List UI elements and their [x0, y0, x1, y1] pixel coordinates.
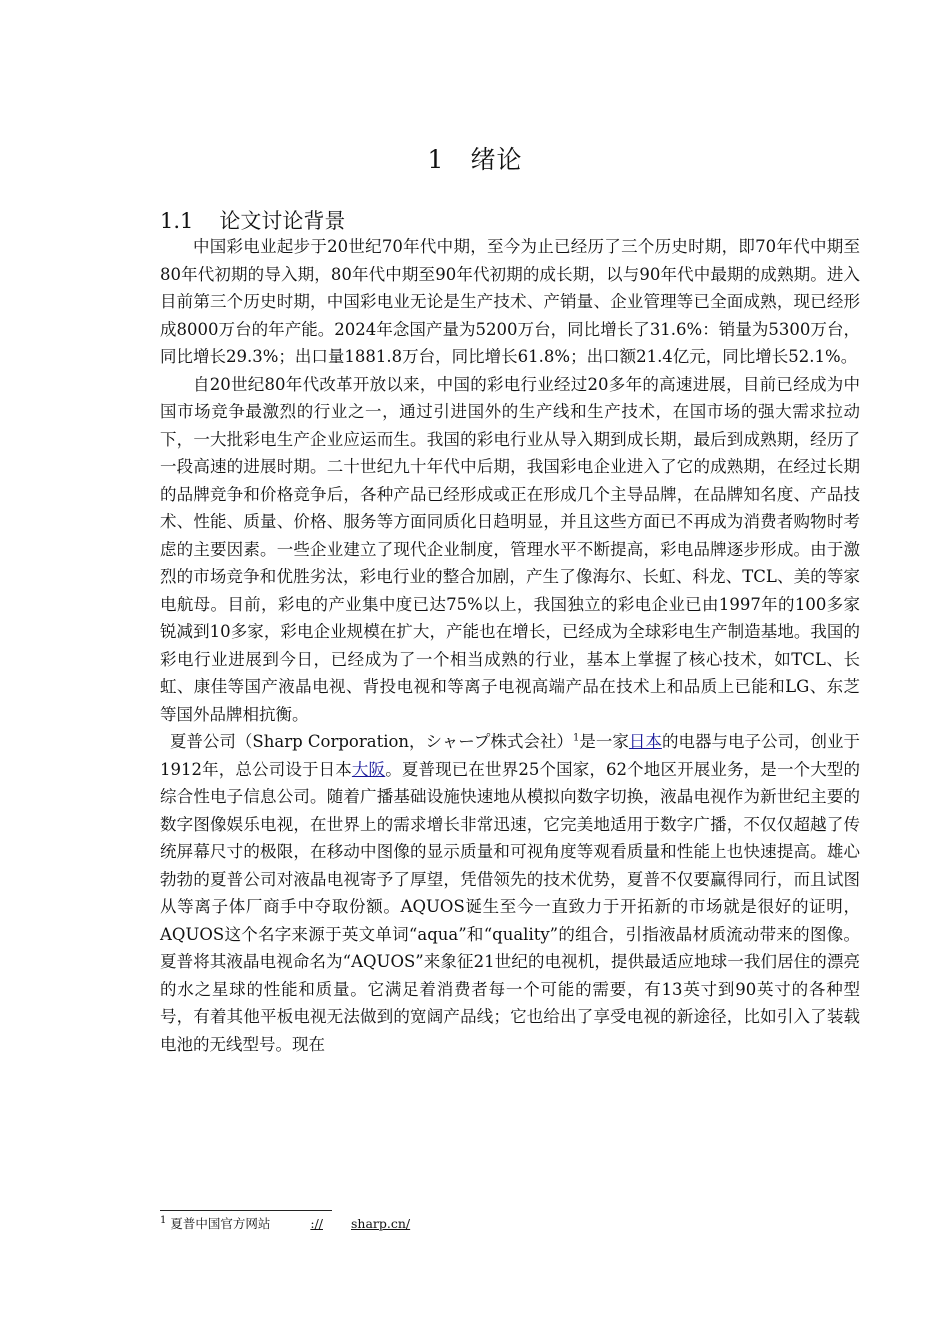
paragraph-3-text-a: 夏普公司（Sharp Corporation，シャープ株式会社） [169, 732, 573, 751]
link-japan[interactable]: 日本 [628, 732, 662, 751]
paragraph-3-text-b: 是一家 [579, 732, 629, 751]
footnote [160, 1215, 410, 1233]
chapter-title-text: 绪论 [470, 145, 523, 174]
footnote-reference[interactable]: 1 [572, 732, 580, 744]
section-title-text: 论文讨论背景 [219, 209, 346, 233]
footnote-url-part-b: sharp.cn/ [351, 1216, 411, 1231]
section-title [160, 205, 345, 235]
footnote-url[interactable] [282, 1216, 410, 1231]
chapter-title [0, 140, 950, 176]
footnote-marker: 1 [160, 1214, 167, 1226]
chapter-number: 1 [427, 145, 445, 174]
paragraph-3-text-c: 的电器与电子公司，创业于1912年，总公司设于日本 [160, 732, 861, 779]
paragraph-2: 自20世纪80年代改革开放以来，中国的彩电行业经过20多年的高速进展，目前已经成为中国市场竞争最激烈的行业之一，通过引进国外的生产线和生产技术，在国市场的强大需求拉动下，一大批彩电生产企业应运而生。我国的彩电行业从导入期到成长期，最后到成熟期，经历了一段高速的进展时期。二十世纪九十年代中后期，我国彩电企业进入了它的成熟期，在经过长期的品牌竞争和价格竞争后，各种产品已经形成或正在形成几个主导品牌，在品牌知名度、产品技术、性能、质量、价格、服务等方面同质化日趋明显，并且这些方面已不再成为消费者购物时考虑的主要因素。一些企业建立了现代企业制度，管理水平不断提高，彩电品牌逐步形成。由于激烈的市场竞争和优胜劣汰，彩电行业的整合加剧，产生了像海尔、长虹、科龙、TCL、美的等家电航母。目前，彩电的产业集中度已达75%以上，我国独立的彩电企业已由1997年的100多家锐减到10多家，彩电企业规模在扩大，产能也在增长，已经成为全球彩电生产制造基地。我国的彩电行业进展到今日，已经成为了一个相当成熟的行业，基本上掌握了核心技术，如TCL、长虹、康佳等国产液晶电视、背投电视和等离子电视高端产品在技术上和品质上已能和LG、东芝等国外品牌相抗衡。 [160, 374, 860, 724]
paragraph-3-text-d: 。夏普现已在世界25个国家，62个地区开展业务，是一个大型的综合性电子信息公司。随着广播基础设施快速地从模拟向数字切换，液晶电视作为新世纪主要的数字图像娱乐电视，在世界上的需求增长非常迅速，它完美地适用于数字广播，不仅仅超越了传统屏幕尺寸的极限，在移动中图像的显示质量和可视角度等观看质量和性能上也快速提高。雄心勃勃的夏普公司对液晶电视寄予了厚望，凭借领先的技术优势，夏普不仅要赢得同行，而且试图从等离子体厂商手中夺取份额。AQUOS诞生至今一直致力于开拓新的市场就是很好的证明，AQUOS这个名字来源于英文单词“aqua”和“quality”的组合，引指液晶材质流动带来的图像。夏普将其液晶电视命名为“AQUOS”来象征21世纪的电视机，提供最适应地球一我们居住的漂亮的水之星球的性能和质量。它满足着消费者每一个可能的需要，有13英寸到90英寸的各种型号，有着其他平板电视无法做到的宽阔产品线；它也给出了享受电视的新途径，比如引入了装载电池的无线型号。现在 [160, 759, 861, 1054]
link-osaka[interactable]: 大阪 [351, 759, 386, 779]
footnote-text: 夏普中国官方网站 [170, 1216, 271, 1231]
footnote-url-part-a: :// [310, 1216, 323, 1231]
section-number: 1.1 [160, 209, 194, 233]
footnote-divider [160, 1210, 332, 1211]
paragraph-3 [160, 728, 860, 1058]
body-text [160, 233, 860, 1058]
paragraph-1: 中国彩电业起步于20世纪70年代中期，至今为止已经历了三个历史时期，即70年代中期至80年代初期的导入期，80年代中期至90年代初期的成长期，以与90年代中最期的成熟期。进入目前第三个历史时期，中国彩电业无论是生产技术、产销量、企业管理等已全面成熟，现已经形成8000万台的年产能。2024年念国产量为5200万台，同比增长了31.6%：销量为5300万台，同比增长29.3%；出口量1881.8万台，同比增长61.8%；出口额21.4亿元，同比增长52.1%。 [160, 237, 860, 366]
